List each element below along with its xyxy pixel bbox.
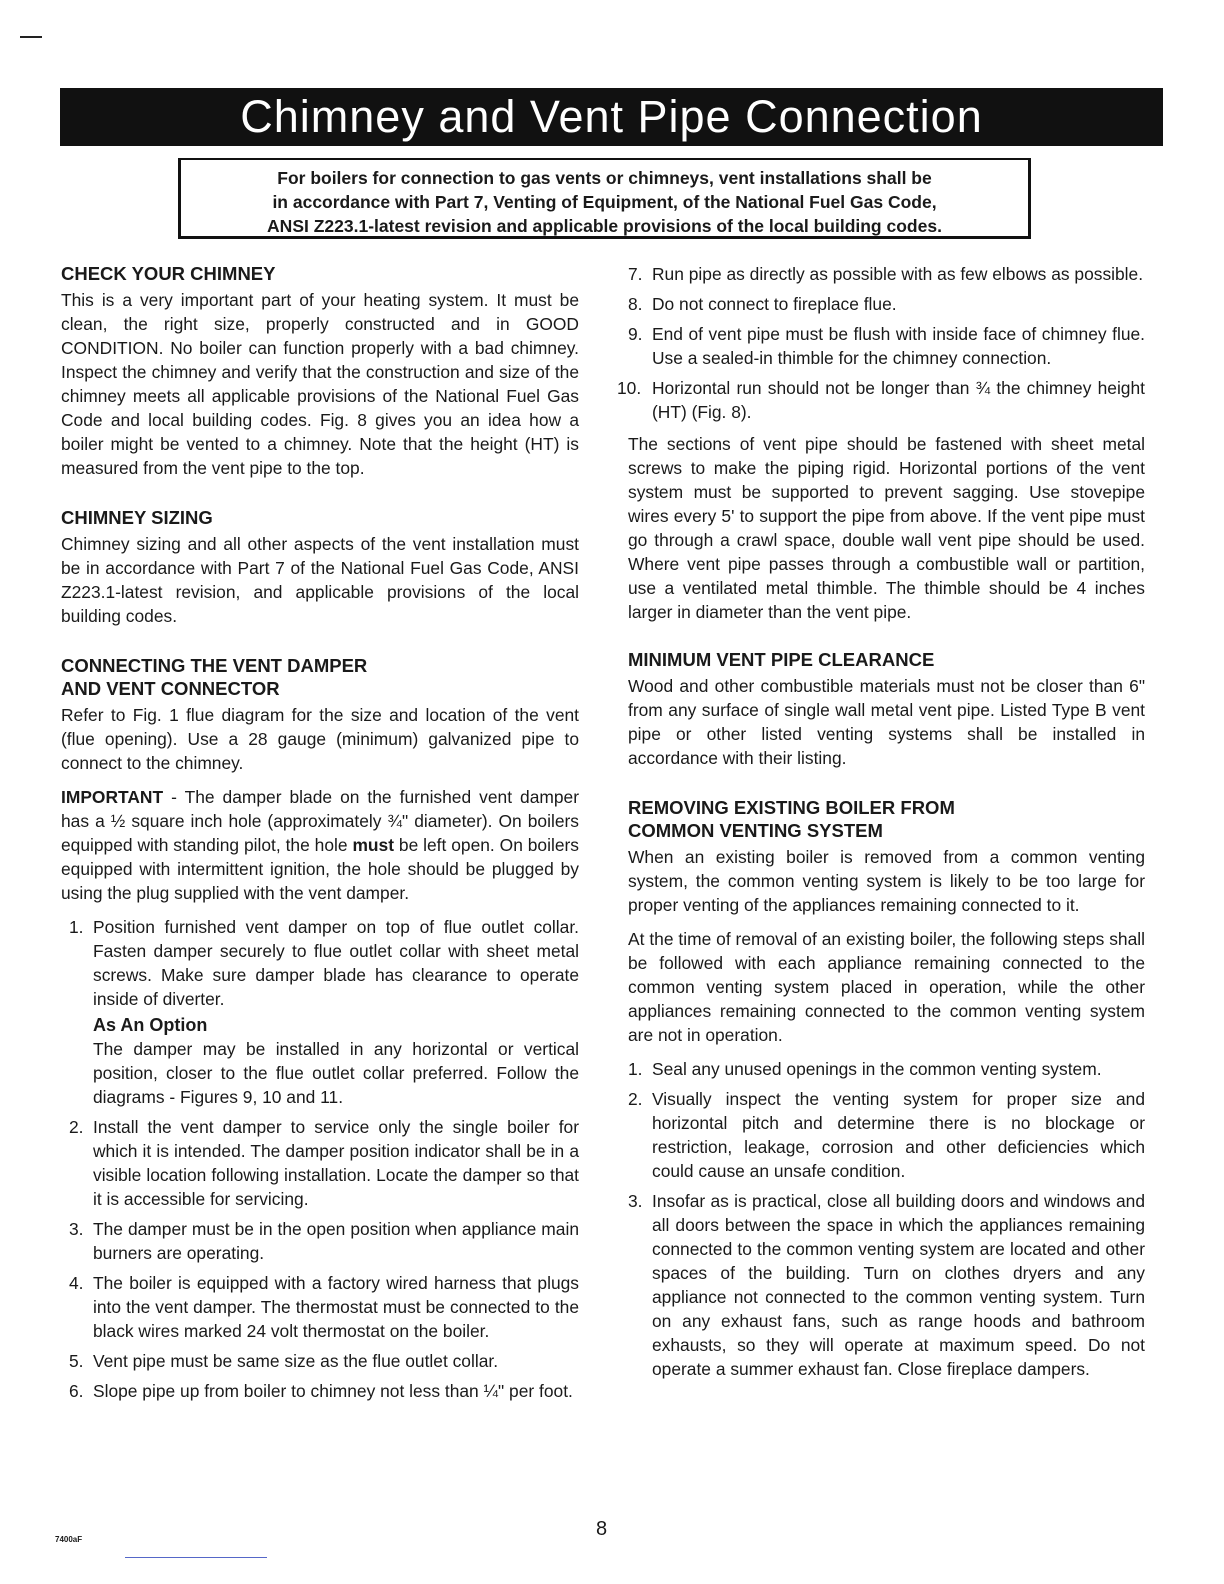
item-text: Position furnished vent damper on top of flue outlet collar. Fasten damper securely to flue outlet collar with sheet metal screws. Make sure damper blade has clearance to operate inside of diverter. <box>93 917 579 1009</box>
section-body: This is a very important part of your heating system. It must be clean, the right size, properly constructed and in GOOD CONDITION. No boiler can function properly with a bad chimney. Inspect the chimney and verify that the construction and size of the chimney meets all applicable provisions of the National Fuel Gas Code and local building codes. Fig. 8 gives you an idea how a boiler might be vented to a chimney. Note that the height (HT) is measured from the vent pipe to the top. <box>61 290 579 478</box>
list-item <box>61 915 579 1109</box>
code-notice-box <box>178 158 1031 239</box>
section-body: Chimney sizing and all other aspects of the vent installation must be in accordance with Part 7 of the National Fuel Gas Code, ANSI Z223.1-latest revision, and applicable provisions of the local building codes. <box>61 534 579 626</box>
section-heading <box>61 654 579 700</box>
option-body: The damper may be installed in any horizontal or vertical position, closer to the flue outlet collar preferred. Follow the diagrams - Figures 9, 10 and 11. <box>93 1039 579 1107</box>
important-text: - The damper blade on the furnished vent damper has a ½ square inch hole (approximately ¾" diameter). On boilers equipped with standing pilot, the hole <box>61 787 579 855</box>
list-item <box>628 262 1145 286</box>
item-text: Run pipe as directly as possible with as few elbows as possible. <box>652 264 1144 284</box>
page-number: 8 <box>596 1518 608 1540</box>
item-number: 1. <box>628 1059 643 1079</box>
right-column <box>617 262 1145 1389</box>
option-note <box>93 1013 579 1109</box>
section-heading: CHECK YOUR CHIMNEY <box>61 263 276 284</box>
notice-line: ANSI Z223.1-latest revision and applicable provisions of the local building codes. <box>267 216 942 236</box>
check-chimney-section <box>61 262 579 480</box>
chimney-sizing-section <box>61 506 579 628</box>
important-emphasis: must <box>352 835 394 855</box>
item-text: Insofar as is practical, close all building doors and windows and all doors between the space in which the appliances remaining connected to the common venting system are located and other spaces of the building. Turn on clothes dryers and any appliance not connected to the common venting system. Turn on any exhaust fans, such as range hoods and bathroom exhausts, so they will operate at maximum speed. Do not operate a summer exhaust fan. Close fireplace dampers. <box>652 1191 1145 1379</box>
item-text: Install the vent damper to service only the single boiler for which it is intended. The damper position indicator shall be in a visible location following installation. Locate the damper so that it is accessible for servicing. <box>93 1117 579 1209</box>
section-heading: MINIMUM VENT PIPE CLEARANCE <box>628 649 935 670</box>
item-number: 6. <box>69 1381 84 1401</box>
list-item <box>61 1349 579 1373</box>
item-number: 3. <box>69 1219 84 1239</box>
important-note <box>61 785 579 905</box>
list-item <box>61 1115 579 1211</box>
section-body: At the time of removal of an existing boiler, the following steps shall be followed with each appliance remaining connected to the common venting system placed in operation, while the other appliances remaining connected to the common venting system are not in operation. <box>628 929 1145 1045</box>
damper-steps-list <box>61 915 579 1403</box>
list-item <box>628 1057 1145 1081</box>
section-heading <box>628 796 1145 842</box>
item-text: The damper must be in the open position when appliance main burners are operating. <box>93 1219 579 1263</box>
heading-line: CONNECTING THE VENT DAMPER <box>61 655 368 676</box>
important-label: IMPORTANT <box>61 787 164 807</box>
list-item <box>61 1379 579 1403</box>
document-code: 7400aF <box>55 1535 83 1544</box>
section-intro: Refer to Fig. 1 flue diagram for the size and location of the vent (flue opening). Use a 28 gauge (minimum) galvanized pipe to connect to the chimney. <box>61 705 579 773</box>
item-number: 2. <box>69 1117 84 1137</box>
item-number: 5. <box>69 1351 84 1371</box>
section-heading: CHIMNEY SIZING <box>61 507 213 528</box>
item-text: End of vent pipe must be flush with inside face of chimney flue. Use a sealed-in thimble for the chimney connection. <box>652 324 1145 368</box>
item-number: 1. <box>69 917 84 937</box>
item-number: 8. <box>628 294 643 314</box>
removing-boiler-section <box>628 796 1145 1381</box>
list-item <box>61 1271 579 1343</box>
item-text: Horizontal run should not be longer than ¾ the chimney height (HT) (Fig. 8). <box>652 378 1145 422</box>
important-text: be left open. On boilers equipped with intermittent ignition, the hole should be plugged by using the plug supplied with the vent damper. <box>61 835 579 903</box>
item-text: Do not connect to fireplace flue. <box>652 294 897 314</box>
notice-line: For boilers for connection to gas vents or chimneys, vent installations shall be <box>277 168 932 188</box>
left-column <box>61 262 579 1411</box>
heading-line: AND VENT CONNECTOR <box>61 678 280 699</box>
page-title: Chimney and Vent Pipe Connection <box>60 88 1163 146</box>
clearance-section <box>628 648 1145 770</box>
item-text: Vent pipe must be same size as the flue outlet collar. <box>93 1351 499 1371</box>
connecting-section <box>61 654 579 1403</box>
item-text: Slope pipe up from boiler to chimney not less than ¼" per foot. <box>93 1381 573 1401</box>
damper-steps-continued-list <box>617 262 1145 424</box>
item-number: 2. <box>628 1089 643 1109</box>
item-number: 3. <box>628 1191 643 1211</box>
removal-steps-list <box>628 1057 1145 1381</box>
list-item <box>628 292 1145 316</box>
item-number: 4. <box>69 1273 84 1293</box>
item-number: 9. <box>628 324 643 344</box>
notice-line: in accordance with Part 7, Venting of Equipment, of the National Fuel Gas Code, <box>272 192 937 212</box>
section-body: Wood and other combustible materials must not be closer than 6" from any surface of single wall metal vent pipe. Listed Type B vent pipe or other listed venting systems shall be installed in accordance with their listing. <box>628 676 1145 768</box>
list-item <box>617 376 1145 424</box>
vent-pipe-fastening-text: The sections of vent pipe should be fastened with sheet metal screws to make the piping rigid. Horizontal portions of the vent system must be supported to prevent sagging. Use stovepipe wires every 5' to support the pipe from above. If the vent pipe must go through a crawl space, double wall vent pipe should be used. Where vent pipe passes through a combustible wall or partition, use a ventilated metal thimble. The thimble should be 4 inches larger in diameter than the vent pipe. <box>628 434 1145 622</box>
heading-line: REMOVING EXISTING BOILER FROM <box>628 797 955 818</box>
heading-line: COMMON VENTING SYSTEM <box>628 820 883 841</box>
item-number: 7. <box>628 264 643 284</box>
item-number: 10. <box>617 378 642 398</box>
list-item <box>628 322 1145 370</box>
section-body: When an existing boiler is removed from a common venting system, the common venting system is likely to be too large for proper venting of the appliances remaining connected to it. <box>628 847 1145 915</box>
list-item <box>628 1087 1145 1183</box>
option-heading: As An Option <box>93 1015 208 1035</box>
item-text: The boiler is equipped with a factory wired harness that plugs into the vent damper. The thermostat must be connected to the black wires marked 24 volt thermostat on the boiler. <box>93 1273 579 1341</box>
footer-rule <box>125 1557 267 1558</box>
item-text: Visually inspect the venting system for proper size and horizontal pitch and determine there is no blockage or restriction, leakage, corrosion and other deficiencies which could cause an unsafe condition. <box>652 1089 1145 1181</box>
list-item <box>61 1217 579 1265</box>
list-item <box>628 1189 1145 1381</box>
corner-mark <box>20 36 42 38</box>
item-text: Seal any unused openings in the common venting system. <box>652 1059 1102 1079</box>
